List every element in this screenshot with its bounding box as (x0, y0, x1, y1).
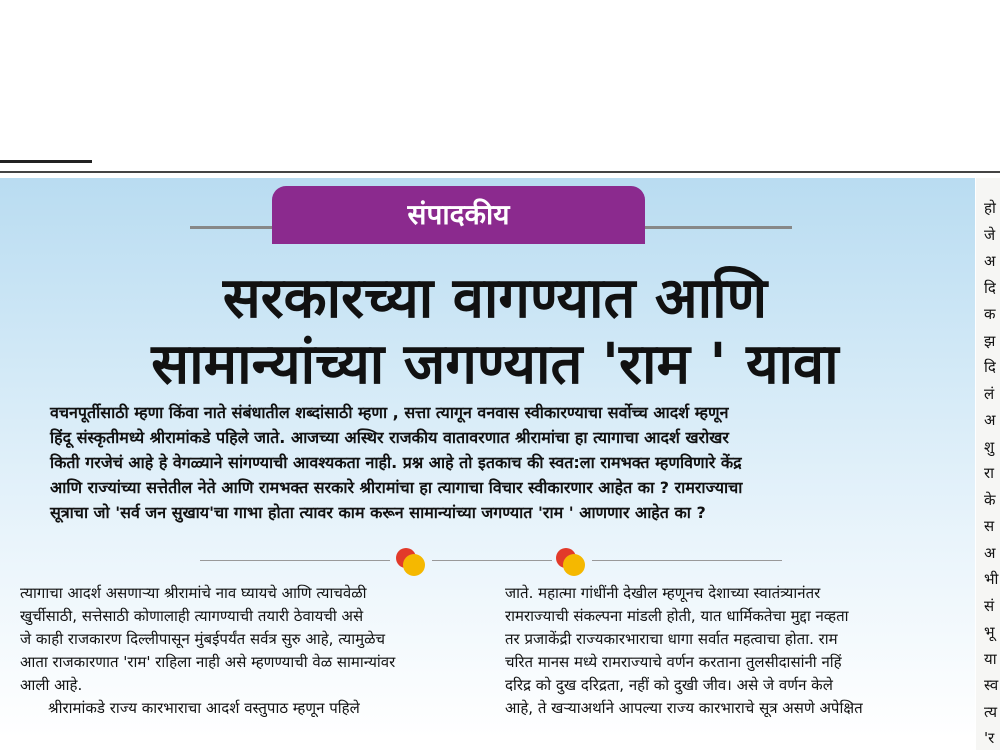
column-line: चरित मानस मध्ये रामराज्याचे वर्णन करताना तुलसीदासांनी नहिं (505, 653, 842, 671)
lead-line: आणि राज्यांच्या सत्तेतील नेते आणि रामभक्त सरकारे श्रीरामांचा हा त्यागाचा विचार स्वीकारणार आहेत का ? रामराज्याचा (50, 478, 743, 497)
column-line: आली आहे. (20, 676, 83, 694)
adjacent-column-strip (976, 178, 1000, 750)
ornament-rule (592, 560, 782, 561)
adjacent-column-fragment: स्व (984, 676, 999, 694)
adjacent-column-fragment: अ (984, 252, 996, 270)
adjacent-column-fragment: क (984, 305, 996, 323)
column-line: आता राजकारणात 'राम' राहिला नाही असे म्हणण्याची वेळ सामान्यांवर (20, 653, 396, 671)
column-line: तर प्रजाकेंद्री राज्यकारभाराचा धागा सर्वात महत्वाचा होता. राम (505, 630, 838, 648)
top-blank-area (0, 0, 1000, 162)
article-column-2 (505, 582, 965, 720)
page-divider (0, 171, 1000, 173)
lead-line: वचनपूर्तीसाठी म्हणा किंवा नाते संबंधातील शब्दांसाठी म्हणा , सत्ता त्यागून वनवास स्वीकारण्याचा सर्वोच्च आदर्श म्हणून (50, 403, 729, 422)
adjacent-column-fragment: शु (984, 437, 995, 456)
adjacent-column-fragment: के (984, 490, 996, 509)
adjacent-column-fragment: जे (984, 225, 996, 244)
lead-line: किती गरजेचं आहे हे वेगळ्याने सांगण्याची आवश्यकता नाही. प्रश्न आहे तो इतकाच की स्वत:ला रामभक्त म्हणविणारे केंद्र (50, 453, 742, 472)
adjacent-column-fragment: अ (984, 411, 996, 429)
column-line: जाते. महात्मा गांधींनी देखील म्हणूनच देशाच्या स्वातंत्र्यानंतर (505, 584, 821, 602)
ornament-rule (200, 560, 390, 561)
adjacent-column-fragment: झ (984, 331, 996, 350)
lead-line: सूत्राचा जो 'सर्व जन सुखाय'चा गाभा होता त्यावर काम करून सामान्यांच्या जगण्यात 'राम ' आणणार आहेत का ? (50, 503, 706, 522)
banner-rule-right (642, 226, 792, 229)
headline-line-1: सरकारच्या वागण्यात आणि (222, 266, 768, 331)
column-line: खुर्चीसाठी, सत्तेसाठी कोणालाही त्यागण्याची तयारी ठेवायची असे (20, 607, 364, 625)
adjacent-column-fragment: स (984, 517, 995, 535)
lead-line: हिंदू संस्कृतीमध्ये श्रीरामांकडे पहिले जाते. आजच्या अस्थिर राजकीय वातावरणात श्रीरामांचा हा त्यागाचा आदर्श खरोखर (50, 428, 729, 447)
ornament-circle-icon (556, 548, 582, 574)
adjacent-column-fragment: त्य (984, 702, 998, 721)
adjacent-column-fragment: या (984, 649, 997, 668)
adjacent-column-fragment: अ (984, 543, 996, 562)
adjacent-column-fragment: भी (984, 570, 999, 588)
ornament-circle-icon (396, 548, 422, 574)
banner-rule-left (190, 226, 275, 229)
adjacent-column-fragment: हो (984, 199, 996, 217)
article-column-1 (20, 582, 482, 720)
adjacent-column-fragment: रा (984, 464, 995, 482)
column-line: जे काही राजकारण दिल्लीपासून मुंबईपर्यंत सर्वत्र सुरु आहे, त्यामुळेच (20, 630, 386, 648)
column-line: श्रीरामांकडे राज्य कारभाराचा आदर्श वस्तुपाठ म्हणून पहिले (48, 699, 360, 717)
ornament-rule (432, 560, 552, 561)
headline-line-2: सामान्यांच्या जगण्यात 'राम ' यावा (151, 332, 839, 397)
adjacent-column-fragment: 'र (984, 729, 995, 747)
column-line: त्यागाचा आदर्श असणाऱ्या श्रीरामांचे नाव घ्यायचे आणि त्याचवेळी (20, 584, 367, 602)
adjacent-column-fragment: लं (984, 384, 995, 403)
adjacent-column-fragment: भू (984, 623, 995, 641)
adjacent-column-fragment: सं (984, 596, 995, 615)
lead-paragraph (50, 400, 930, 525)
top-left-rule (0, 160, 92, 163)
adjacent-column-fragment: दि (984, 358, 996, 376)
adjacent-column-fragment: दि (984, 278, 996, 297)
column-line: रामराज्याची संकल्पना मांडली होती, यात धार्मिकतेचा मुद्दा नव्हता (505, 607, 849, 625)
column-line: दरिद्र को दुख दरिद्रता, नहीं को दुखी जीव। असे जे वर्णन केले (505, 676, 833, 694)
section-label: संपादकीय (272, 186, 645, 244)
column-line: आहे, ते खऱ्याअर्थाने आपल्या राज्य कारभाराचे सूत्र असणे अपेक्षित (505, 699, 863, 717)
